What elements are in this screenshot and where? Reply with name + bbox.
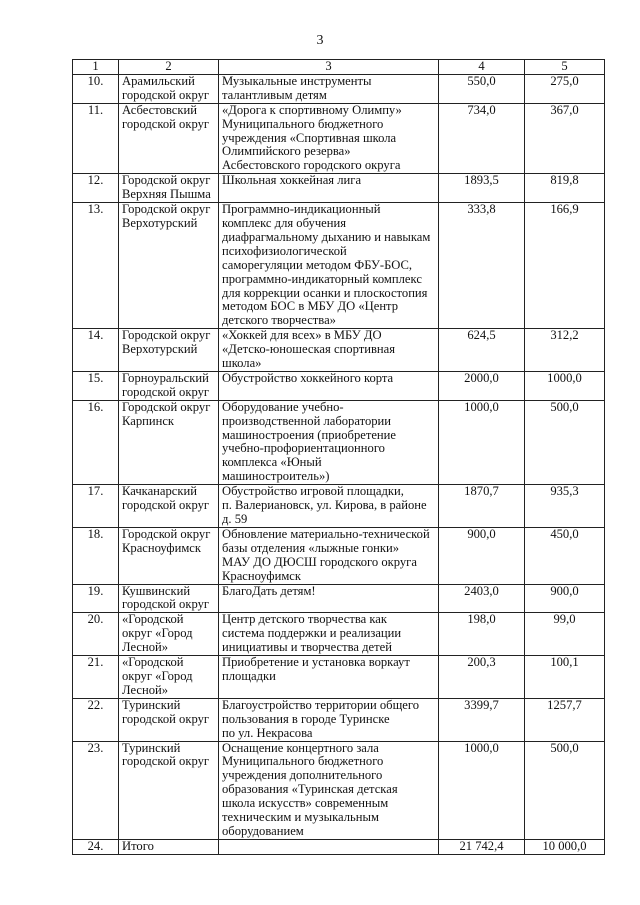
municipality-cell: Туринский городской округ — [119, 698, 219, 741]
row-number-cell: 11. — [73, 103, 119, 174]
total-amount-cell: 198,0 — [439, 613, 525, 656]
grants-table — [72, 59, 605, 855]
project-cell: БлагоДать детям! — [219, 584, 439, 613]
header-cell: 1 — [73, 60, 119, 75]
grant-amount-cell: 312,2 — [525, 329, 605, 372]
grant-amount-cell: 275,0 — [525, 74, 605, 103]
grant-amount-cell: 1257,7 — [525, 698, 605, 741]
table-row — [73, 103, 605, 174]
row-number-cell: 15. — [73, 371, 119, 400]
municipality-cell: «Городской округ «Город Лесной» — [119, 656, 219, 699]
table-row — [73, 371, 605, 400]
row-number-cell: 12. — [73, 174, 119, 203]
total-amount-cell: 900,0 — [439, 527, 525, 584]
row-number-cell: 21. — [73, 656, 119, 699]
header-cell: 4 — [439, 60, 525, 75]
header-cell: 2 — [119, 60, 219, 75]
row-number-cell: 16. — [73, 400, 119, 484]
total-amount-cell: 734,0 — [439, 103, 525, 174]
municipality-cell: Туринский городской округ — [119, 741, 219, 839]
grant-amount-cell: 99,0 — [525, 613, 605, 656]
total-amount-cell: 200,3 — [439, 656, 525, 699]
table-row — [73, 698, 605, 741]
municipality-cell: Городской округ Верхотурский — [119, 203, 219, 329]
municipality-cell: Городской округ Карпинск — [119, 400, 219, 484]
table-row — [73, 656, 605, 699]
table-row — [73, 839, 605, 854]
row-number-cell: 23. — [73, 741, 119, 839]
grant-amount-cell: 367,0 — [525, 103, 605, 174]
row-number-cell: 17. — [73, 485, 119, 528]
grant-amount-cell: 935,3 — [525, 485, 605, 528]
project-cell: Музыкальные инструменты талантливым детям — [219, 74, 439, 103]
municipality-cell: Качканарский городской округ — [119, 485, 219, 528]
grant-amount-cell: 819,8 — [525, 174, 605, 203]
table-body — [73, 60, 605, 855]
table-row — [73, 329, 605, 372]
header-cell: 3 — [219, 60, 439, 75]
row-number-cell: 13. — [73, 203, 119, 329]
row-number-cell: 19. — [73, 584, 119, 613]
total-amount-cell: 3399,7 — [439, 698, 525, 741]
project-cell: Центр детского творчества как система поддержки и реализации инициативы и творчества детей — [219, 613, 439, 656]
header-cell: 5 — [525, 60, 605, 75]
row-number-cell: 14. — [73, 329, 119, 372]
project-cell: «Хоккей для всех» в МБУ ДО «Детско-юношеская спортивная школа» — [219, 329, 439, 372]
grant-amount-cell: 900,0 — [525, 584, 605, 613]
total-amount-cell: 1000,0 — [439, 741, 525, 839]
table-row — [73, 174, 605, 203]
row-number-cell: 18. — [73, 527, 119, 584]
total-amount-cell: 1893,5 — [439, 174, 525, 203]
municipality-cell: Городской округ Красноуфимск — [119, 527, 219, 584]
row-number-cell: 22. — [73, 698, 119, 741]
grant-amount-cell: 166,9 — [525, 203, 605, 329]
project-cell: «Дорога к спортивному Олимпу» Муниципального бюджетного учреждения «Спортивная школа Олимпийского резерва» Асбестовского городского округа — [219, 103, 439, 174]
project-cell: Благоустройство территории общего пользования в городе Туринске по ул. Некрасова — [219, 698, 439, 741]
total-amount-cell: 550,0 — [439, 74, 525, 103]
total-amount-cell: 2000,0 — [439, 371, 525, 400]
table-row — [73, 584, 605, 613]
municipality-cell: Горноуральский городской округ — [119, 371, 219, 400]
municipality-cell: Итого — [119, 839, 219, 854]
grant-amount-cell: 1000,0 — [525, 371, 605, 400]
project-cell: Обустройство игровой площадки, п. Валериановск, ул. Кирова, в районе д. 59 — [219, 485, 439, 528]
grant-amount-cell: 500,0 — [525, 400, 605, 484]
total-amount-cell: 333,8 — [439, 203, 525, 329]
total-amount-cell: 2403,0 — [439, 584, 525, 613]
page-number: 3 — [316, 33, 324, 48]
row-number-cell: 20. — [73, 613, 119, 656]
table-row — [73, 613, 605, 656]
grant-amount-cell: 10 000,0 — [525, 839, 605, 854]
table-row — [73, 203, 605, 329]
project-cell: Оборудование учебно- производственной лаборатории машиностроения (приобретение учебно-профориентационного комплекса «Юный машиностроитель») — [219, 400, 439, 484]
row-number-cell: 10. — [73, 74, 119, 103]
total-amount-cell: 1870,7 — [439, 485, 525, 528]
table-row — [73, 741, 605, 839]
project-cell: Приобретение и установка воркаут площадки — [219, 656, 439, 699]
table-row — [73, 485, 605, 528]
project-cell: Школьная хоккейная лига — [219, 174, 439, 203]
total-amount-cell: 21 742,4 — [439, 839, 525, 854]
table-row — [73, 400, 605, 484]
project-cell: Программно-индикационный комплекс для обучения диафрагмальному дыханию и навыкам психофизиологической саморегуляции методом ФБУ-БОС, программно-индикаторный комплекс для коррекции осанки и плоскостопия методом БОС в МБУ ДО «Центр детского творчества» — [219, 203, 439, 329]
table-row — [73, 74, 605, 103]
row-number-cell: 24. — [73, 839, 119, 854]
total-amount-cell: 624,5 — [439, 329, 525, 372]
table-header-row — [73, 60, 605, 75]
grant-amount-cell: 500,0 — [525, 741, 605, 839]
municipality-cell: Арамильский городской округ — [119, 74, 219, 103]
municipality-cell: Городской округ Верхотурский — [119, 329, 219, 372]
project-cell — [219, 839, 439, 854]
table-row — [73, 527, 605, 584]
grant-amount-cell: 100,1 — [525, 656, 605, 699]
total-amount-cell: 1000,0 — [439, 400, 525, 484]
project-cell: Обновление материально-технической базы отделения «лыжные гонки» МАУ ДО ДЮСШ городского округа Красноуфимск — [219, 527, 439, 584]
municipality-cell: Городской округ Верхняя Пышма — [119, 174, 219, 203]
grant-amount-cell: 450,0 — [525, 527, 605, 584]
municipality-cell: Асбестовский городской округ — [119, 103, 219, 174]
municipality-cell: «Городской округ «Город Лесной» — [119, 613, 219, 656]
municipality-cell: Кушвинский городской округ — [119, 584, 219, 613]
project-cell: Обустройство хоккейного корта — [219, 371, 439, 400]
project-cell: Оснащение концертного зала Муниципального бюджетного учреждения дополнительного образования «Туринская детская школа искусств» современным техническим и музыкальным оборудованием — [219, 741, 439, 839]
